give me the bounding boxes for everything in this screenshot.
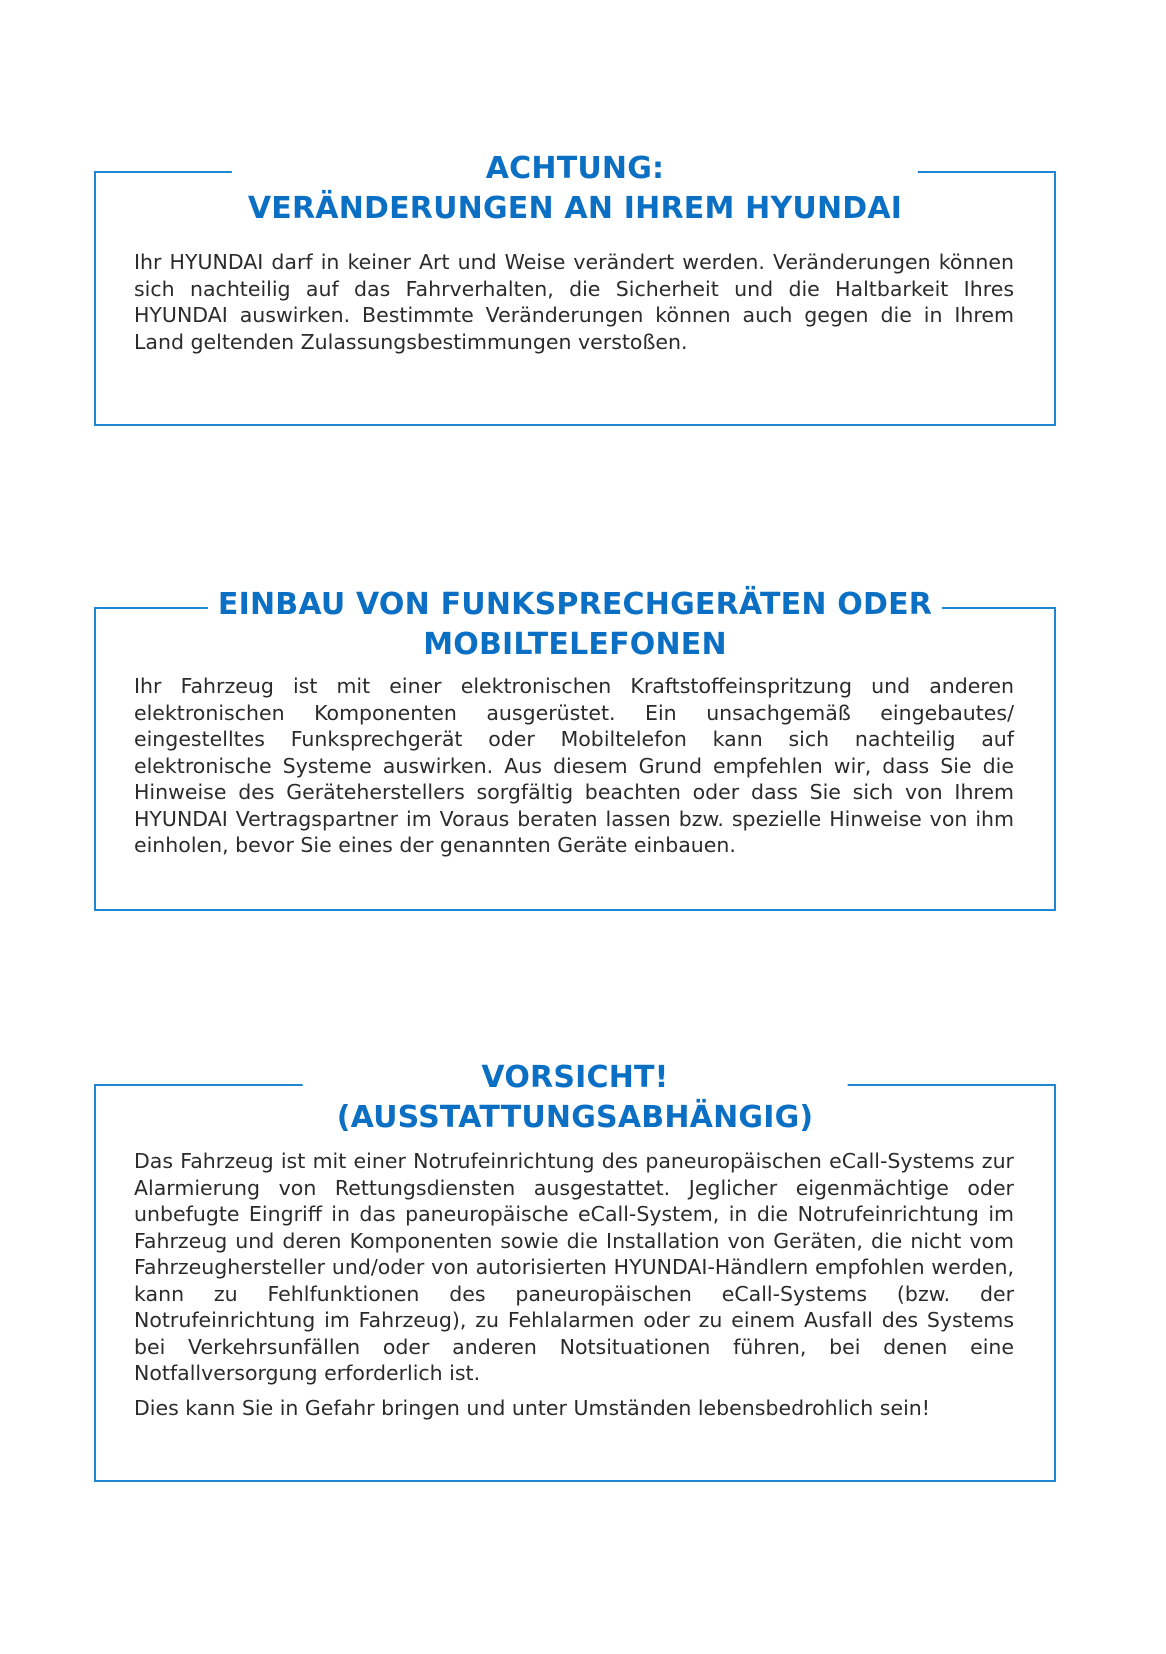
notice-title-line: MOBILTELEFONEN: [423, 627, 727, 662]
notice-title-line: EINBAU VON FUNKSPRECHGERÄTEN ODER: [217, 587, 933, 622]
notice-title-line: VERÄNDERUNGEN AN IHREM HYUNDAI: [247, 191, 903, 226]
notice-paragraph: Dies kann Sie in Gefahr bringen und unter Umständen lebensbedrohlich sein!: [134, 1395, 930, 1420]
notice-paragraph: Das Fahrzeug ist mit einer Notrufeinrichtung des paneuropäischen eCall-Systems zur Alarmierung von Rettungsdiensten ausgestattet. Jeglicher eigenmächtige oder unbefugte Eingriff in das paneuropäische eCall-System, in die Notrufeinrichtung im Fahrzeug und deren Komponenten sowie die Installation von Geräten, die nicht vom Fahrzeughersteller und/oder von autorisierten HYUNDAI-Händlern empfohlen werden, kann zu Fehlfunktionen des paneuropäischen eCall-Systems (bzw. der Notrufeinrichtung im Fahrzeug), zu Fehlalarmen oder zu einem Ausfall des Systems bei Verkehrsunfällen oder anderen Notsituationen führen, bei denen eine Notfallversorgung erforderlich ist.: [134, 1149, 1014, 1385]
notice-paragraph: Ihr Fahrzeug ist mit einer elektronischen Kraftstoffeinspritzung und anderen elektronischen Komponenten ausgerüstet. Ein unsachgemäß eingebautes/ eingestelltes Funksprechgerät oder Mobiltelefon kann sich nachteilig auf elektronische Systeme auswirken. Aus diesem Grund empfehlen wir, dass Sie die Hinweise des Geräteherstellers sorgfältig beachten oder dass Sie sich von Ihrem HYUNDAI Vertragspartner im Voraus beraten lassen bzw. spezielle Hinweise von ihm einholen, bevor Sie eines der genannten Geräte einbauen.: [134, 674, 1014, 857]
notice-title: [303, 1058, 848, 1138]
notice-modifications: [94, 151, 1056, 426]
notice-title-line: VORSICHT!: [481, 1060, 669, 1095]
notice-ecall-caution: [94, 1060, 1056, 1482]
notice-title-line: (AUSSTATTUNGSABHÄNGIG): [336, 1100, 814, 1135]
notice-radio-installation: [94, 587, 1056, 911]
notice-body: [134, 249, 1014, 355]
notice-title-line: ACHTUNG:: [485, 151, 665, 186]
notice-body: [134, 673, 1014, 859]
notice-title: [232, 149, 918, 229]
notice-body: [134, 1148, 1014, 1421]
notice-paragraph: Ihr HYUNDAI darf in keiner Art und Weise verändert werden. Veränderungen können sich nachteilig auf das Fahrverhalten, die Sicherheit und die Haltbarkeit Ihres HYUNDAI auswirken. Bestimmte Veränderungen können auch gegen die in Ihrem Land geltenden Zulassungsbestimmungen verstoßen.: [134, 250, 1014, 354]
notice-title: [208, 585, 942, 665]
